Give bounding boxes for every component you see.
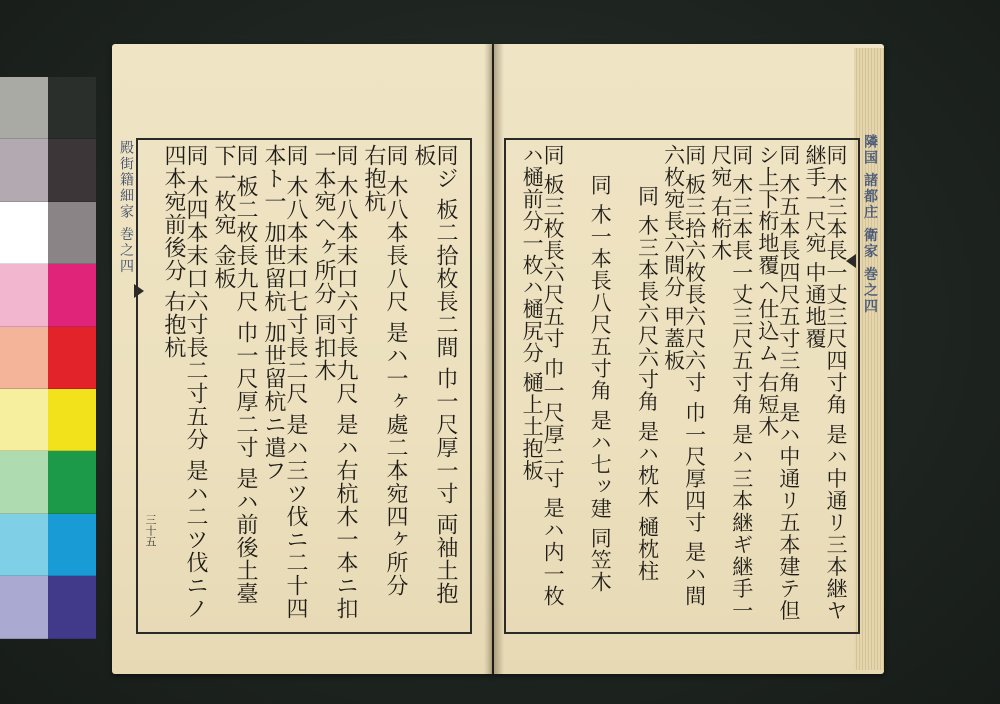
text-column: 同 木八本長八尺 是ハ一ヶ處二本宛四ヶ所分 右抱杭 (361, 144, 408, 597)
color-swatch (0, 514, 48, 576)
color-swatch (48, 389, 96, 451)
text-column: 同 木八本末口七寸長二尺 是ハ三ツ伐ニ二十四本ト一 加世留杭 加世留杭ニ遣フ (261, 144, 308, 620)
color-swatch (0, 451, 48, 513)
color-swatch (0, 389, 48, 451)
left-margin-title: 殿街籍細家 巻之四 (118, 140, 134, 275)
color-swatch (48, 139, 96, 201)
color-swatch (0, 576, 48, 638)
left-text-columns (156, 144, 456, 624)
color-swatch (48, 77, 96, 139)
right-text-columns (516, 144, 846, 624)
color-swatch (0, 77, 48, 139)
book-gutter (484, 44, 504, 674)
page-number: 三十五 (144, 514, 157, 547)
open-book (112, 44, 884, 674)
color-swatch (48, 451, 96, 513)
text-column: 同 木一本長八尺五寸角 是ハ七ッ建 同笠木 (588, 174, 613, 594)
color-swatch (0, 264, 48, 326)
color-swatch (48, 264, 96, 326)
text-column: 同 木四本末口六寸長二寸五分 是ハ二ツ伐ニノ四本宛前後分 右抱杭 (161, 144, 208, 620)
left-fish-tail-mark (134, 284, 144, 298)
color-swatch (48, 202, 96, 264)
color-swatch (48, 576, 96, 638)
text-column: 同 木三本長一丈三尺四寸角 是ハ中通リ三本継ヤ継手一尺宛 中通地覆 (803, 144, 848, 622)
color-swatch (0, 327, 48, 389)
color-swatch (0, 139, 48, 201)
right-margin-title: 隣国 諸都庄 衛家 巻之四 (862, 134, 878, 315)
text-column: 同 板三枚長六尺五寸 巾一尺厚二寸 是ハ内一枚ハ樋前分一枚ハ樋尻分 樋上土抱板 (520, 144, 566, 608)
color-swatch (48, 327, 96, 389)
color-checker (0, 77, 96, 639)
text-column: 同 板三拾六枚長六尺六寸 巾一尺厚四寸 是ハ間六枚宛長六間分 甲蓋板 (661, 144, 707, 608)
text-column: 同 木三本長六尺六寸角 是ハ枕木 樋枕柱 (635, 185, 660, 583)
left-page (112, 44, 492, 674)
text-column: 同 板二枚長九尺 巾一尺厚二寸 是ハ前後土臺下一枚宛 金板 (211, 144, 258, 605)
text-column: 同 木八本末口六寸長九尺 是ハ右杭木一本ニ扣一本宛ヘヶ所分 同扣木 (311, 144, 358, 620)
color-swatch (48, 514, 96, 576)
text-column: 同 木五本長四尺五寸三角 是ハ中通リ五本建テ但シ上下桁地覆ヘ仕込ム 右短木 (755, 144, 801, 622)
text-column: 同 木三本長一丈三尺五寸角 是ハ三本継ギ継手一尺宛 右桁木 (708, 144, 754, 622)
color-swatch (0, 202, 48, 264)
text-column: 同ジ 板二拾枚長二間 巾一尺厚一寸 両袖土抱板 (411, 144, 458, 605)
